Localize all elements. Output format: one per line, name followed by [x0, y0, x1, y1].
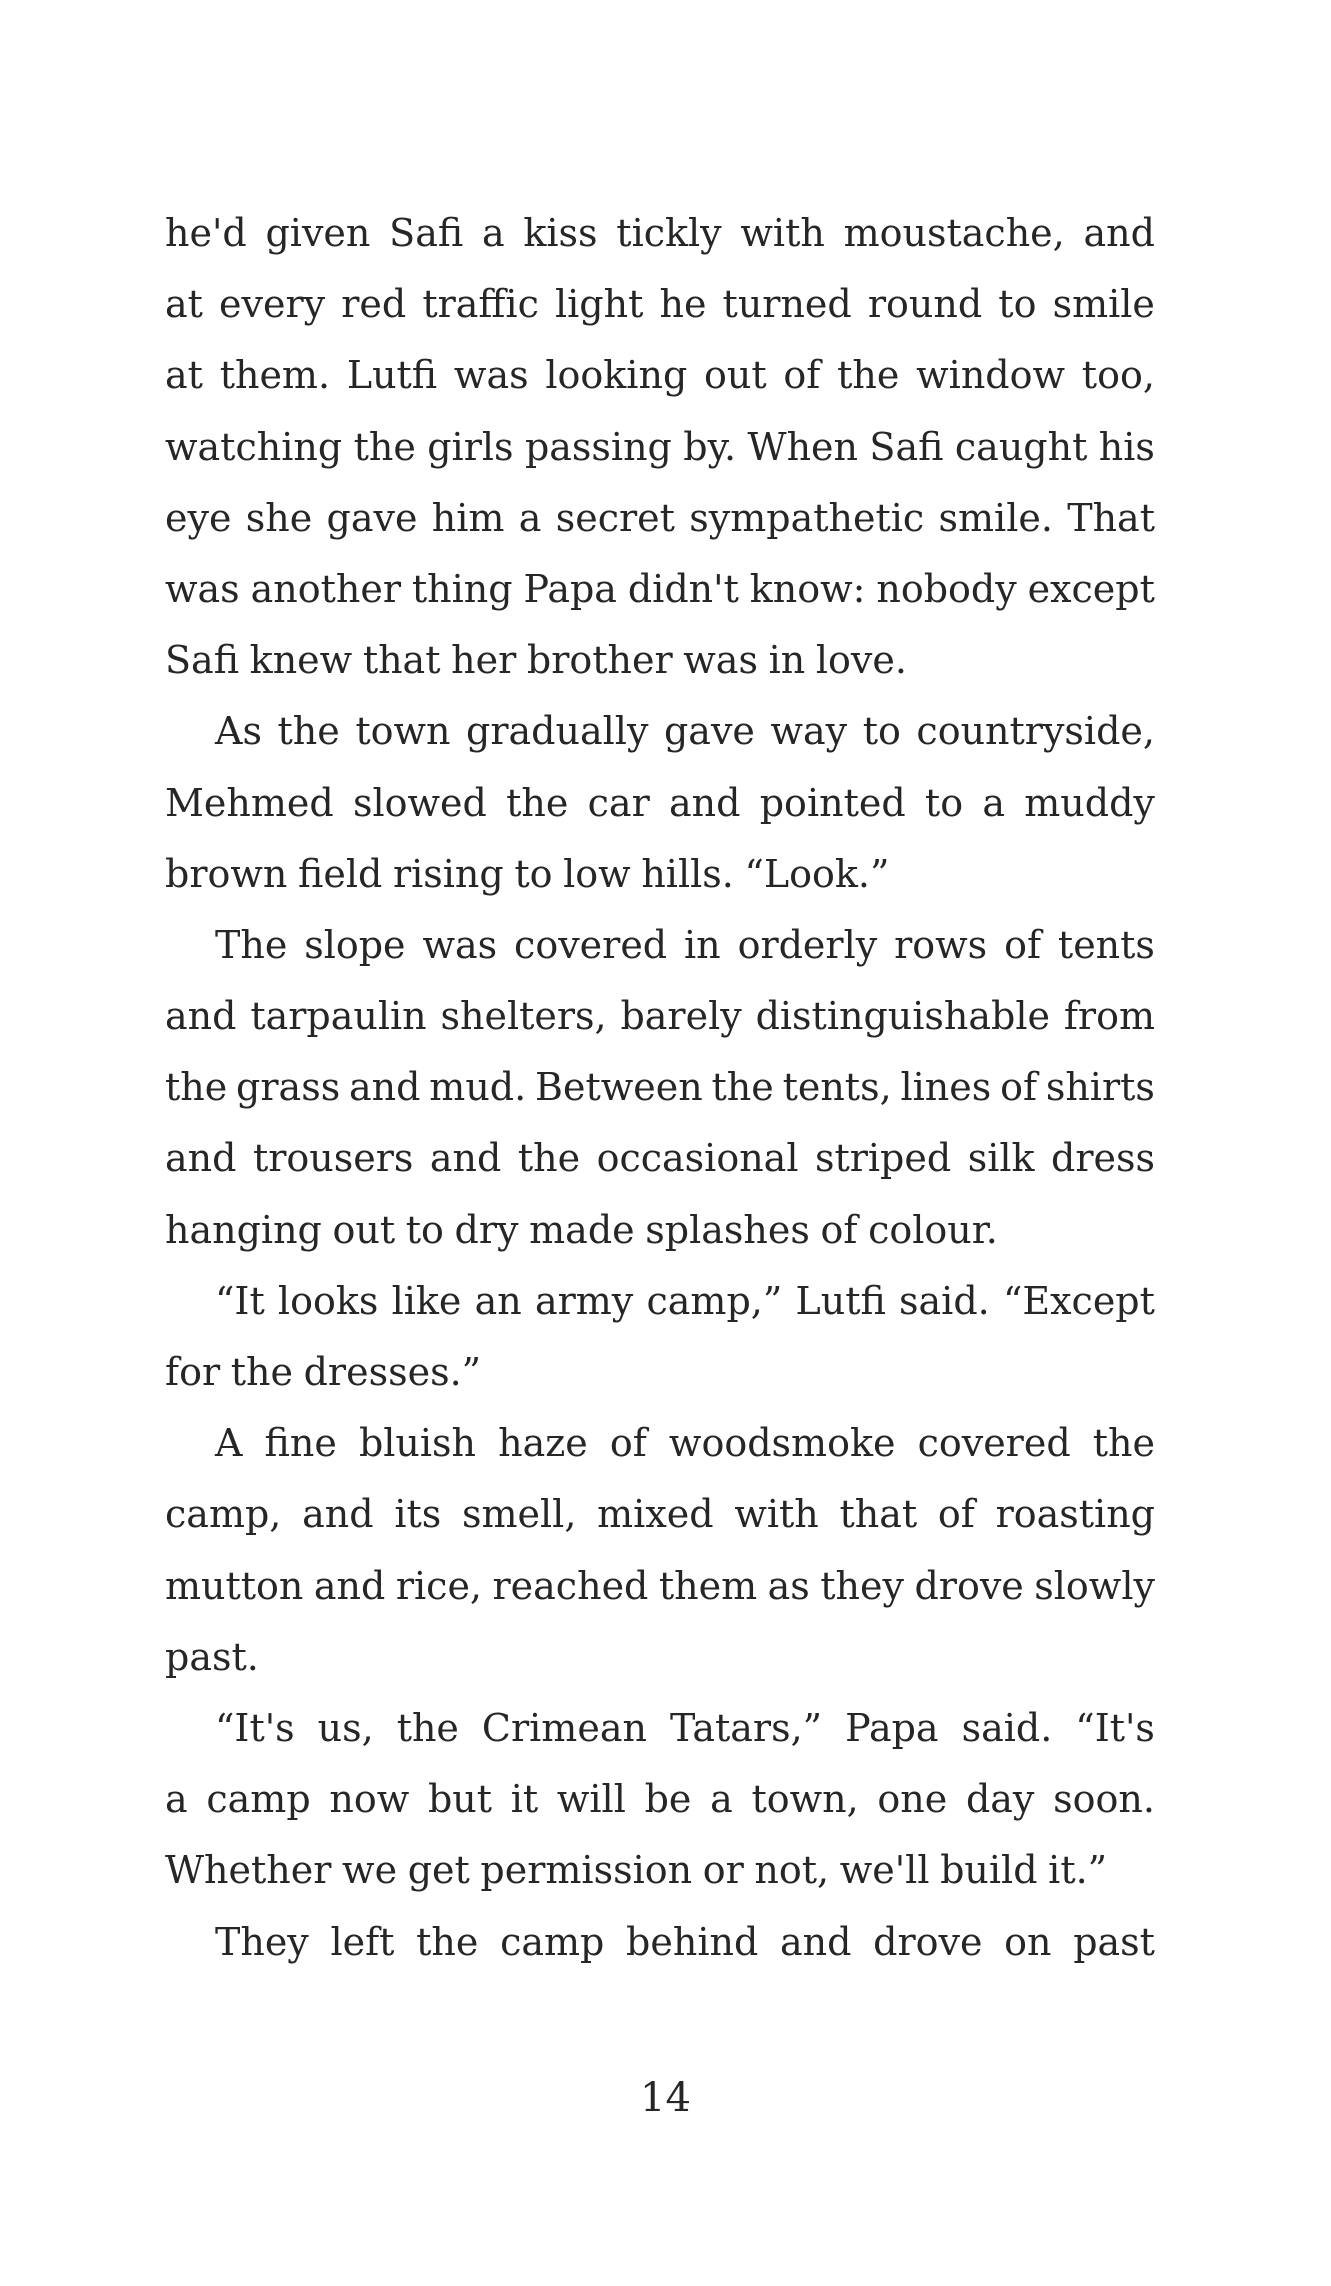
text-line: eye she gave him a secret sympathetic smile. That [165, 495, 1155, 540]
text-line: “It's us, the Crimean Tatars,” Papa said. “It's [215, 1705, 1155, 1750]
text-line: he'd given Safi a kiss tickly with moustache, and [165, 211, 1155, 255]
text-line: They left the camp behind and drove on past [215, 1919, 1155, 1964]
body-text [165, 198, 1155, 1978]
text-line: for the dresses.” [165, 1350, 482, 1394]
text-line: As the town gradually gave way to countryside, [215, 709, 1155, 754]
text-line: watching the girls passing by. When Safi caught his [165, 424, 1155, 469]
text-line: camp, and its smell, mixed with that of roasting [165, 1492, 1155, 1537]
text-line: Mehmed slowed the car and pointed to a muddy [165, 780, 1155, 825]
text-line: “It looks like an army camp,” Lutfi said. “Except [215, 1278, 1155, 1323]
text-line: A fine bluish haze of woodsmoke covered the [215, 1421, 1155, 1466]
text-line: and tarpaulin shelters, barely distinguishable from [165, 994, 1155, 1039]
page-number: 14 [640, 2075, 691, 2121]
text-line: at them. Lutfi was looking out of the window too, [165, 353, 1155, 398]
text-line: the grass and mud. Between the tents, lines of shirts [165, 1065, 1155, 1110]
text-line: brown field rising to low hills. “Look.” [165, 851, 890, 896]
text-line: Whether we get permission or not, we'll build it.” [165, 1848, 1108, 1893]
text-line: and trousers and the occasional striped silk dress [165, 1136, 1155, 1181]
text-line: mutton and rice, reached them as they drove slowly [165, 1563, 1155, 1608]
text-line: Safi knew that her brother was in love. [165, 638, 907, 683]
text-line: past. [165, 1634, 259, 1679]
text-line: a camp now but it will be a town, one day soon. [165, 1777, 1155, 1822]
text-line: hanging out to dry made splashes of colour. [165, 1207, 998, 1252]
text-line: was another thing Papa didn't know: nobody except [165, 566, 1155, 611]
text-line: at every red traffic light he turned round to smile [165, 282, 1155, 327]
text-line: The slope was covered in orderly rows of tents [215, 922, 1155, 967]
